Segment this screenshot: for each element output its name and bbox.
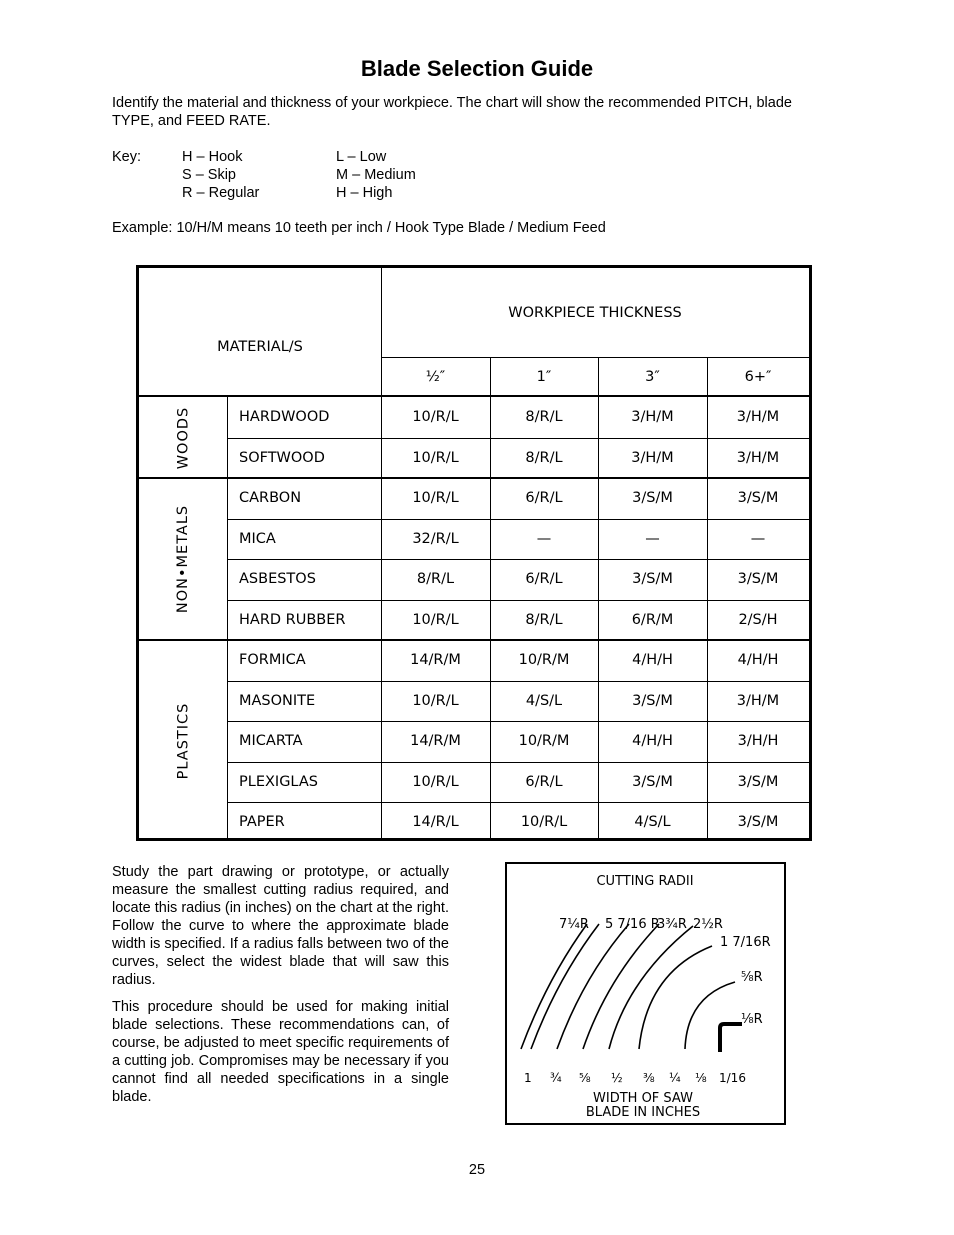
material-name: MASONITE: [239, 692, 316, 709]
example-text: Example: 10/H/M means 10 teeth per inch / Hook Type Blade / Medium Feed: [112, 220, 606, 236]
key-types: [182, 148, 332, 202]
width-label: ¾: [550, 1071, 562, 1085]
curve-3-3-4: [583, 924, 659, 1049]
blade-spec: 3/S/M: [737, 773, 779, 790]
blade-spec: 32/R/L: [412, 530, 459, 547]
caption-line-1: WIDTH OF SAW: [593, 1091, 693, 1106]
material-name: MICA: [239, 530, 276, 547]
blade-spec: 3/H/M: [736, 692, 780, 709]
width-label: 1/16: [719, 1071, 746, 1085]
blade-spec: 3/S/M: [737, 814, 779, 831]
thickness-label: ½″: [425, 368, 446, 385]
page-title: Blade Selection Guide: [360, 56, 594, 81]
group-label-2: PLASTICS: [175, 702, 191, 780]
blade-spec: 10/R/L: [412, 409, 459, 426]
blade-spec: 8/R/L: [525, 409, 563, 426]
blade-spec: 10/R/L: [412, 773, 459, 790]
blade-spec: 14/R/L: [412, 814, 459, 831]
page-number: 25: [468, 1162, 486, 1178]
material-name: FORMICA: [239, 652, 306, 669]
key-type-item: H – Hook: [182, 149, 243, 165]
divider: [381, 357, 809, 358]
blade-spec: 3/S/M: [632, 692, 673, 709]
thickness-label: 3″: [645, 368, 660, 385]
procedure-paragraph: This procedure should be used for making initial blade selections. These recommendations can, of course, be adjusted to meet specific requirements of a cutting job. Compromises may be necessary if you cannot find all needed specifications in a single blade.: [112, 999, 449, 1105]
material-name: MICARTA: [239, 733, 303, 750]
blade-spec: 6/R/M: [631, 611, 674, 628]
thickness-header: WORKPIECE THICKNESS: [508, 304, 682, 321]
width-label: ¼: [669, 1071, 681, 1085]
width-label: ½: [611, 1071, 623, 1085]
material-name: PLEXIGLAS: [239, 773, 318, 790]
material-name: SOFTWOOD: [239, 449, 325, 466]
blade-spec: 4/S/L: [634, 814, 671, 831]
curve-7-1-4: [521, 924, 587, 1049]
curve-1-8: [720, 1024, 742, 1052]
thickness-label: 6+″: [744, 368, 772, 385]
key-feeds: [336, 148, 486, 202]
blade-spec: 8/R/L: [416, 571, 455, 588]
radius-curves: [521, 924, 742, 1052]
material-header: MATERIAL/S: [217, 339, 303, 355]
radius-label: 5 7/16 R: [605, 917, 660, 932]
blade-selection-table: [136, 265, 812, 841]
blade-spec: 4/H/H: [737, 652, 779, 669]
blade-spec: 3/S/M: [632, 490, 673, 507]
radius-label: 7¼R: [559, 917, 589, 932]
blade-spec: 3/S/M: [737, 571, 779, 588]
blade-spec: —: [750, 530, 766, 547]
blade-spec: 4/H/H: [632, 652, 673, 669]
blade-spec: 10/R/L: [520, 814, 568, 831]
blade-spec: 10/R/M: [518, 733, 570, 750]
key-type-item: R – Regular: [182, 185, 260, 201]
blade-spec: 10/R/L: [412, 692, 459, 709]
thickness-label: 1″: [536, 368, 552, 385]
group-label-0: WOODS: [175, 406, 191, 469]
key-feed-item: H – High: [336, 185, 393, 201]
cutting-radii-diagram: [507, 864, 784, 1123]
caption-line-2: BLADE IN INCHES: [585, 1105, 701, 1120]
blade-spec: 10/R/L: [412, 611, 459, 628]
intro-text: Identify the material and thickness of your workpiece. The chart will show the recommended PITCH, blade TYPE, and FEED RATE.: [112, 95, 792, 129]
blade-spec: 8/R/L: [525, 449, 563, 466]
curve-1-7-16: [639, 946, 712, 1049]
radius-label: 1 7/16R: [720, 935, 771, 950]
blade-spec: 3/S/M: [737, 490, 779, 507]
key-feed-item: M – Medium: [336, 167, 416, 183]
curve-2-1-2: [609, 926, 693, 1049]
width-label: ⅝: [579, 1071, 591, 1085]
radii-title: CUTTING RADII: [596, 874, 694, 889]
curve-5-8: [685, 982, 735, 1049]
material-name: PAPER: [239, 814, 285, 831]
blade-spec: 3/S/M: [632, 773, 673, 790]
group-label-1: NON•METALS: [175, 504, 191, 614]
radius-label: ⅝R: [741, 970, 763, 985]
blade-spec: 4/H/H: [632, 733, 673, 750]
width-label: ⅛: [695, 1071, 707, 1085]
blade-spec: —: [645, 530, 660, 547]
blade-spec: 3/H/M: [736, 409, 780, 426]
blade-spec: 4/S/L: [525, 692, 563, 709]
blade-spec: 6/R/L: [525, 490, 563, 507]
key-type-item: S – Skip: [182, 167, 236, 183]
radius-label: 2½R: [693, 917, 723, 932]
material-name: HARDWOOD: [239, 409, 330, 426]
key-feed-item: L – Low: [336, 149, 387, 165]
blade-spec: 3/H/M: [631, 449, 674, 466]
blade-spec: 14/R/M: [410, 652, 461, 669]
blade-spec: 3/H/H: [737, 733, 779, 750]
blade-spec: 3/H/M: [736, 449, 780, 466]
cutting-radii-chart: [505, 862, 786, 1125]
blade-spec: 6/R/L: [525, 571, 563, 588]
radius-label: 3¾R: [657, 917, 687, 932]
radius-label: ⅛R: [741, 1012, 763, 1027]
blade-spec: 10/R/L: [412, 490, 459, 507]
blade-spec: 10/R/L: [412, 449, 459, 466]
material-name: HARD RUBBER: [239, 611, 346, 628]
instructions-paragraph: Study the part drawing or prototype, or actually measure the smallest cutting radius required, and locate this radius (in inches) on the chart at the right. Follow the curve to where the approximate blade width is specified. If a radius falls between two of the curves, select the widest blade that will saw this radius.: [112, 864, 449, 988]
material-name: ASBESTOS: [239, 571, 316, 588]
curve-5-7-16: [557, 924, 629, 1049]
blade-spec: 6/R/L: [525, 773, 563, 790]
blade-spec: 3/H/M: [631, 409, 674, 426]
width-label: 1: [524, 1071, 532, 1085]
key-label: Key:: [112, 149, 142, 165]
blade-spec: 8/R/L: [525, 611, 563, 628]
blade-spec: 3/S/M: [632, 571, 673, 588]
blade-spec: —: [536, 530, 552, 547]
blade-spec: 2/S/H: [738, 611, 778, 628]
blade-spec: 10/R/M: [518, 652, 570, 669]
width-label: ⅜: [643, 1071, 655, 1085]
blade-spec: 14/R/M: [410, 733, 461, 750]
material-name: CARBON: [239, 490, 302, 507]
